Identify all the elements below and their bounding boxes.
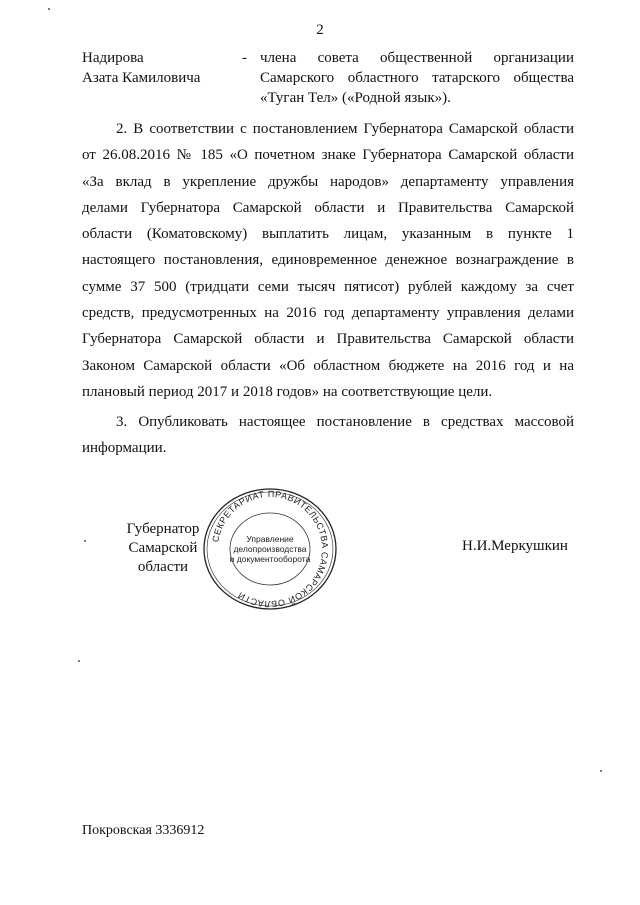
scan-speck [600,770,602,772]
seal-ring-text: СЕКРЕТАРИАТ ПРАВИТЕЛЬСТВА САМАРСКОЙ ОБЛАСТИ [210,488,331,610]
signatory-title: Губернатор Самарской области [126,521,200,575]
paragraph-3: 3. Опубликовать настоящее постановление в средствах массовой информации. [82,414,574,457]
page-number: 2 [316,22,324,38]
seal-inner-line-1: Управление [246,534,294,544]
paragraph-2: 2. В соответствии с постановлением Губернатора Самарской области от 26.08.2016 № 185 «О почетном знаке Губернатора Самарской области «За вклад в укрепление дружбы народов» департаменту управления делами Губернатора Самарской области и Правительства Самарской области (Коматовскому) выплатить лицам, указанным в пункте 1 настоящего постановления, единовременное денежное вознаграждение в сумме 37 500 (тридцати семи тысяч пятисот) рублей каждому за счет средств, предусмотренных на 2016 год департаменту управления делами Губернатора Самарской области и Правительства Самарской области Законом Самарской области «Об областном бюджете на 2016 год и на плановый период 2017 и 2018 годов» на соответствующие цели. [82,121,574,400]
footer-contact: Покровская 3336912 [82,823,205,838]
recipient-description: члена совета общественной организации Самарского областного татарского общества «Туган Тел» («Родной язык»). [260,50,574,106]
scan-speck [84,540,86,542]
signatory-name: Н.И.Меркушкин [462,538,568,554]
seal-inner-line-3: и документооборота [229,554,311,564]
seal-inner-line-2: делопроизводства [233,544,307,554]
scan-speck [48,8,50,10]
scan-speck [78,660,80,662]
entry-dash: - [242,50,247,66]
recipient-name: Надирова Азата Камиловича [82,50,201,86]
